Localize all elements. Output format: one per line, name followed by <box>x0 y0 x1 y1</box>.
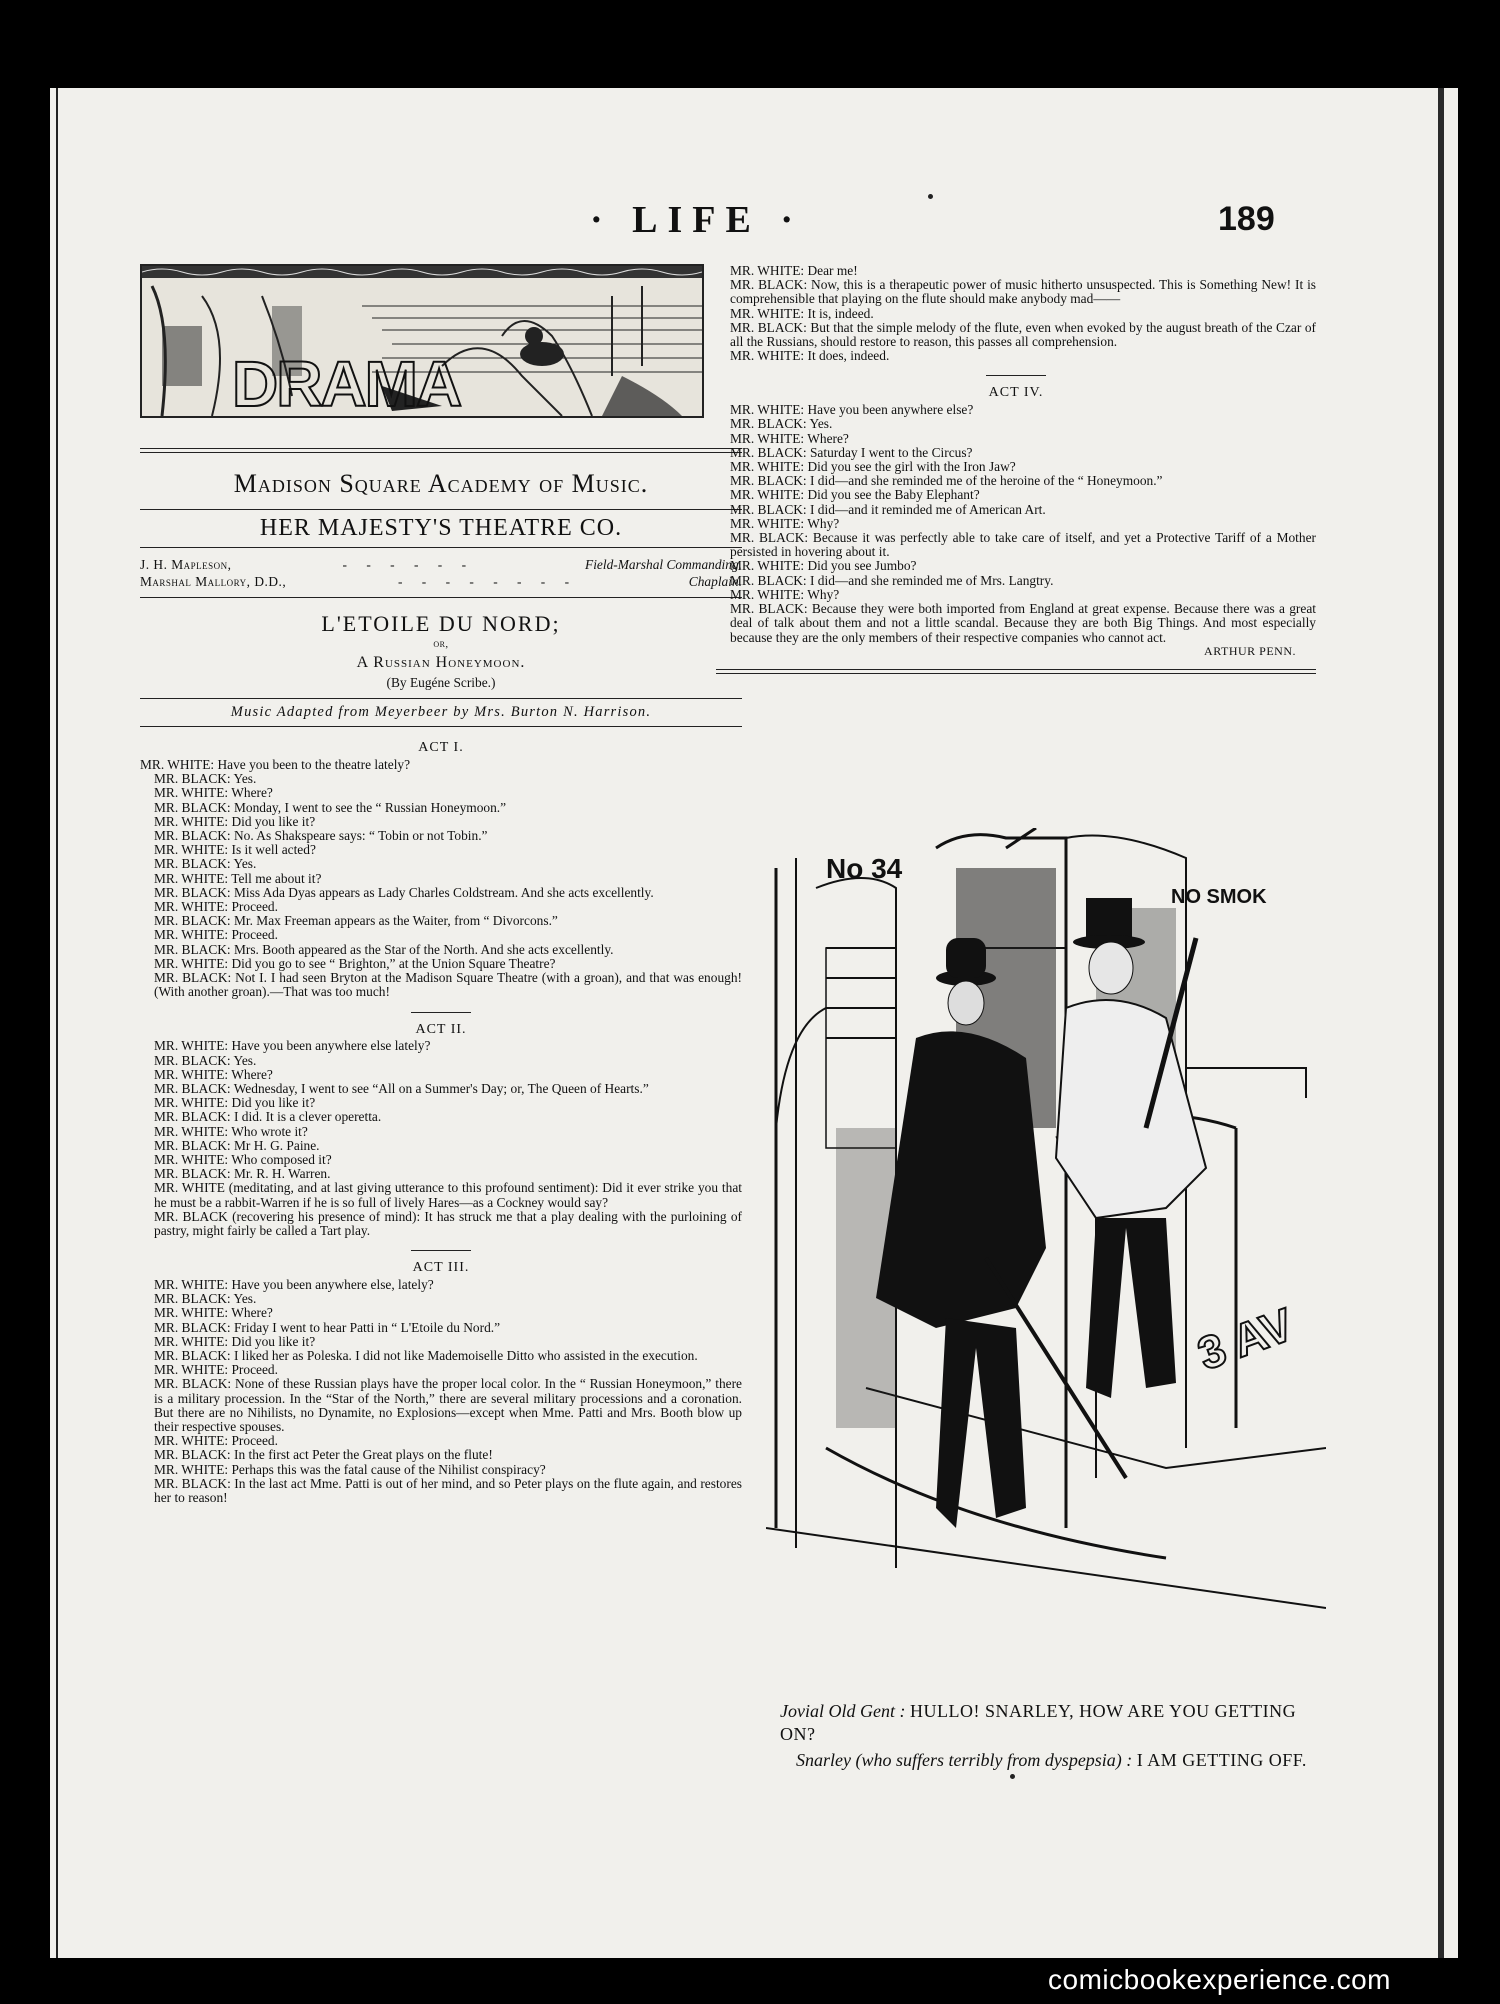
dialogue-line: MR. WHITE: Where? <box>154 1306 273 1321</box>
dialogue-line: MR. BLACK: Yes. <box>154 1292 257 1307</box>
dialogue-line: MR. BLACK: I did—and it reminded me of American Art. <box>730 502 1046 517</box>
company-heading: HER MAJESTY'S THEATRE CO. <box>259 514 623 541</box>
dialogue-line: MR. BLACK (recovering his presence of mind): It has struck me that a play dealing with the purloining of pastry, might fairly be called a Tart play. <box>154 1208 742 1238</box>
page-header <box>50 198 1458 258</box>
play-author: (By Eugéne Scribe.) <box>386 674 496 690</box>
play-title: L'ETOILE DU NORD; <box>321 610 561 636</box>
page-spine <box>56 88 58 1958</box>
dialogue-line: MR. BLACK: I liked her as Poleska. I did not like Mademoiselle Ditto who assisted in the execution. <box>154 1348 698 1364</box>
dialogue-line: MR. BLACK: Saturday I went to the Circus? <box>730 445 973 460</box>
dialogue-line: MR. WHITE: Who composed it? <box>154 1152 332 1167</box>
dialogue-line: MR. BLACK: Yes. <box>154 1053 257 1068</box>
dialogue-line: MR. WHITE: Where? <box>154 786 273 801</box>
venue-heading: Madison Square Academy of Music. <box>233 469 649 498</box>
ink-speck <box>928 194 933 199</box>
dialogue-line: MR. BLACK: I did—and she reminded me of the heroine of the “ Honeymoon.” <box>730 473 1163 489</box>
dialogue-line: MR. BLACK: Mrs. Booth appeared as the Star of the North. And she acts excellently. <box>154 941 614 957</box>
streetcar-cartoon <box>766 828 1326 1648</box>
credit-row: Marshal Mallory, D.D., - - - - - - - - Chaplain. <box>140 573 742 589</box>
dialogue-line: MR. BLACK: Because they were both imported from England at great expense. Because there was a great deal of talk about them and not a little scandal. Because they are both Big Things. And most especially because they are the only members of their respective companies who cannot act. <box>730 601 1316 645</box>
caption-line: I AM GETTING OFF. <box>1136 1749 1307 1770</box>
dialogue-line: MR. BLACK: In the first act Peter the Great plays on the flute! <box>154 1448 493 1463</box>
cartoon-caption <box>768 1700 1328 1772</box>
dialogue-line: MR. BLACK: No. As Shakspeare says: “ Tobin or not Tobin.” <box>154 829 488 844</box>
dialogue-line: MR. WHITE: Is it well acted? <box>154 843 316 858</box>
caption-line: HULLO! SNARLEY, HOW ARE YOU GETTING ON? <box>780 1701 1297 1745</box>
dialogue-line: MR. BLACK: Yes. <box>730 417 833 432</box>
dialogue-line: MR. BLACK: Because it was perfectly able to take care of itself, and yet a Protective Tariff of a Mother persisted in hovering about it. <box>730 530 1316 560</box>
act-3-dialogue <box>140 1278 742 1505</box>
dialogue-line: MR. WHITE: Did you like it? <box>154 814 316 829</box>
credit-row: J. H. Mapleson, - - - - - - Field-Marshal Commanding. <box>140 557 742 573</box>
page-edge <box>1438 88 1444 1958</box>
car-number: No 34 <box>826 853 903 884</box>
magazine-page <box>50 88 1458 1958</box>
music-credit: Music Adapted from Meyerbeer by Mrs. Burton N. Harrison. <box>230 703 652 720</box>
dialogue-line: MR. BLACK: Yes. <box>154 772 257 787</box>
divider <box>411 1012 471 1013</box>
divider <box>411 1250 471 1251</box>
dialogue-line: MR. WHITE: Why? <box>730 587 840 602</box>
dialogue-line: MR. WHITE: It does, indeed. <box>730 349 890 364</box>
dialogue-line: MR. WHITE: Where? <box>154 1067 273 1082</box>
caption-speaker: Snarley (who suffers terribly from dyspepsia) : <box>796 1749 1133 1770</box>
act-heading: ACT I. <box>418 740 464 756</box>
act-heading: ACT IV. <box>988 385 1044 401</box>
act-heading: ACT III. <box>412 1260 470 1276</box>
dialogue-line: MR. WHITE: Proceed. <box>154 900 278 915</box>
or-label: or, <box>433 638 449 651</box>
magazine-title: · LIFE · <box>590 199 804 241</box>
dialogue-line: MR. WHITE: Have you been anywhere else? <box>730 403 974 418</box>
divider <box>140 547 742 548</box>
figure-old-gent <box>1056 898 1206 1398</box>
divider <box>140 726 742 727</box>
dialogue-line: MR. WHITE: Have you been to the theatre lately? <box>140 758 411 773</box>
dialogue-line: MR. WHITE: Did you see Jumbo? <box>730 559 917 574</box>
dialogue-line: MR. BLACK: I did—and she reminded me of Mrs. Langtry. <box>730 573 1054 588</box>
left-column <box>140 264 742 1505</box>
dialogue-line: MR. WHITE: Have you been anywhere else, lately? <box>154 1278 434 1292</box>
act-heading: ACT II. <box>415 1021 467 1037</box>
route-sign: 3 AV <box>1190 1297 1300 1380</box>
play-subtitle: A Russian Honeymoon. <box>356 653 526 671</box>
dialogue-line: MR. BLACK: Mr. Max Freeman appears as the Waiter, from “ Divorcons.” <box>154 914 558 929</box>
dialogue-line: MR. WHITE: Why? <box>730 516 840 531</box>
credit-role: Chaplain. <box>688 573 742 589</box>
dialogue-line: MR. WHITE: Where? <box>730 431 849 446</box>
drama-illustration <box>142 266 702 416</box>
dialogue-line: MR. WHITE: Proceed. <box>154 1434 278 1449</box>
dialogue-line: MR. BLACK: Mr H. G. Paine. <box>154 1138 320 1153</box>
divider <box>140 448 742 453</box>
dialogue-line: MR. WHITE: Proceed. <box>154 1363 278 1378</box>
dialogue-line: MR. BLACK: In the last act Mme. Patti is out of her mind, and so Peter plays on the flute again, and restores her to reason! <box>154 1475 742 1506</box>
dialogue-line: MR. WHITE: Did you see the girl with the Iron Jaw? <box>730 460 1016 475</box>
divider <box>140 509 742 510</box>
dialogue-line: MR. WHITE: Have you been anywhere else lately? <box>154 1039 431 1054</box>
dialogue-line: MR. WHITE: Perhaps this was the fatal cause of the Nihilist conspiracy? <box>154 1462 546 1477</box>
drama-banner <box>140 264 704 418</box>
dialogue-line: MR. BLACK: Now, this is a therapeutic power of music hitherto unsuspected. This is Something New! It is comprehensible that playing on the flute should make anybody mad—— <box>730 277 1316 307</box>
dialogue-line: MR. BLACK: Mr. R. H. Warren. <box>154 1167 331 1182</box>
divider <box>986 375 1046 376</box>
right-column <box>716 264 1316 682</box>
dialogue-line: MR. WHITE (meditating, and at last giving utterance to this profound sentiment): Did it ever strike you that he must be a rabbit-Warren if he is so full of lively Hares—as a Cockney would say? <box>154 1180 742 1210</box>
dialogue-line: MR. WHITE: It is, indeed. <box>730 306 874 321</box>
dialogue-line: MR. BLACK: Wednesday, I went to see “All on a Summer's Day; or, The Queen of Hearts.” <box>154 1080 649 1096</box>
page-number: 189 <box>1218 200 1275 238</box>
ink-speck <box>1010 1774 1015 1779</box>
dialogue-line: MR. WHITE: Dear me! <box>730 264 858 278</box>
divider <box>716 669 1316 674</box>
divider <box>140 597 742 598</box>
dialogue-line: MR. WHITE: Tell me about it? <box>154 871 322 886</box>
dialogue-line: MR. WHITE: Who wrote it? <box>154 1124 308 1139</box>
dialogue-line: MR. BLACK: Not I. I had seen Bryton at the Madison Square Theatre (with a groan), and that was enough! (With another groan).—That was too much! <box>154 970 742 1000</box>
credit-role: Field-Marshal Commanding. <box>585 557 742 573</box>
dialogue-line: MR. WHITE: Did you see the Baby Elephant? <box>730 488 980 503</box>
dialogue-line: MR. BLACK: Miss Ada Dyas appears as Lady Charles Coldstream. And she acts excellently. <box>154 884 654 900</box>
dialogue-line: MR. BLACK: I did. It is a clever operetta. <box>154 1110 382 1125</box>
watermark: comicbookexperience.com <box>1048 1964 1391 1995</box>
act-1-dialogue <box>140 758 742 999</box>
dialogue-line: MR. BLACK: Friday I went to hear Patti in “ L'Etoile du Nord.” <box>154 1320 501 1335</box>
dialogue-line: MR. WHITE: Did you go to see “ Brighton,” at the Union Square Theatre? <box>154 956 556 971</box>
divider <box>140 698 742 699</box>
no-smoking-sign: NO SMOK <box>1171 886 1267 908</box>
credit-name: J. H. Mapleson, <box>140 557 232 573</box>
dialogue-line: MR. BLACK: Monday, I went to see the “ Russian Honeymoon.” <box>154 800 507 815</box>
credit-name: Marshal Mallory, D.D., <box>140 573 287 589</box>
act-2-dialogue <box>140 1039 742 1238</box>
dialogue-line: MR. BLACK: None of these Russian plays have the proper local color. In the “ Russian Honeymoon,” there is a military procession. In the “Star of the North,” there are several military processions and a coronation. But there are no Nihilists, no Dynamite, no Explosions—except when Mme. Patti and Mrs. Booth blow up their respective spouses. <box>154 1376 742 1435</box>
dialogue-line: MR. WHITE: Proceed. <box>154 928 278 943</box>
dialogue-line: MR. WHITE: Did you like it? <box>154 1334 316 1349</box>
dialogue-line: MR. BLACK: But that the simple melody of the flute, even when evoked by the august breath of the Czar of all the Russians, should restore to reason, this passes all comprehension. <box>730 319 1316 350</box>
dialogue-line: MR. WHITE: Did you like it? <box>154 1096 316 1111</box>
caption-speaker: Jovial Old Gent : <box>780 1701 906 1721</box>
signature: ARTHUR PENN. <box>1204 643 1296 658</box>
dialogue-line: MR. BLACK: Yes. <box>154 857 257 872</box>
drama-banner-label: DRAMA <box>232 348 461 416</box>
